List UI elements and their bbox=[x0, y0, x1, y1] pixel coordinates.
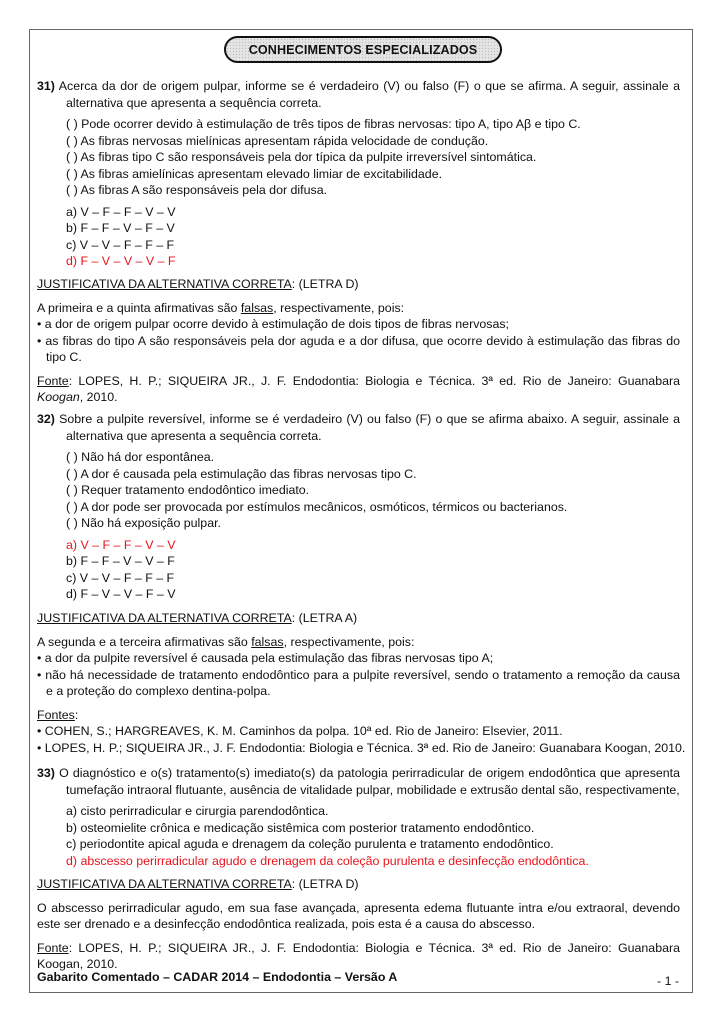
intro-text: A segunda e a terceira afirmativas são bbox=[37, 634, 252, 649]
question-prompt-cont: alternativa que apresenta a sequência correta. bbox=[66, 428, 322, 443]
bullet-item: • a dor de origem pulpar ocorre devido à estimulação de dois tipos de fibras nervosas; bbox=[37, 317, 509, 331]
source-text: : LOPES, H. P.; SIQUEIRA JR., J. F. Endodontia: Biologia e Técnica. 3ª ed. Rio de Janeiro: Guanabara Koogan, 2010. bbox=[37, 940, 680, 971]
option-d-correct: d) abscesso perirradicular agudo e drenagem da coleção purulenta e desinfecção endodôntica. bbox=[66, 853, 589, 868]
option-c: c) periodontite apical aguda e drenagem da coleção purulenta e tratamento endodôntico. bbox=[66, 837, 554, 851]
source-text: : LOPES, H. P.; SIQUEIRA JR., J. F. Endodontia: Biologia e Técnica. 3ª ed. Rio de Janeiro: Guanabara bbox=[68, 373, 680, 388]
source-end: , 2010. bbox=[79, 390, 118, 404]
question-number: 32) bbox=[37, 412, 55, 426]
statement: ( ) Não há exposição pulpar. bbox=[66, 516, 221, 530]
question-prompt-cont: tumefação intraoral flutuante, ausência de vitalidade pulpar, mobilidade e extrusão dental são, respectivamente, bbox=[66, 782, 680, 797]
source-italic: Koogan bbox=[37, 390, 80, 404]
sources-label: Fontes bbox=[37, 707, 75, 722]
statement: ( ) A dor pode ser provocada por estímulos mecânicos, osmóticos, térmicos ou bacterianos. bbox=[66, 499, 568, 514]
question-33 bbox=[37, 765, 680, 869]
question-number: 31) bbox=[37, 79, 55, 93]
justification-32 bbox=[37, 610, 686, 756]
statement: ( ) Pode ocorrer devido à estimulação de três tipos de fibras nervosas: tipo A, tipo Aβ e tipo C. bbox=[66, 117, 581, 131]
statement: ( ) A dor é causada pela estimulação das fibras nervosas tipo C. bbox=[66, 466, 417, 481]
bullet-item: • a dor da pulpite reversível é causada pela estimulação das fibras nervosas tipo A; bbox=[37, 651, 494, 665]
bullet-item: • as fibras do tipo A são responsáveis pela dor aguda e a dor difusa, que ocorre devido à estimulação das fibras do tipo C. bbox=[37, 333, 680, 364]
section-title: CONHECIMENTOS ESPECIALIZADOS bbox=[248, 42, 478, 57]
justification-label: JUSTIFICATIVA DA ALTERNATIVA CORRETA bbox=[37, 611, 292, 625]
option-c: c) V – V – F – F – F bbox=[66, 570, 175, 585]
question-32 bbox=[37, 411, 680, 603]
sources-colon: : bbox=[74, 707, 79, 722]
justification-letter: : (LETRA A) bbox=[291, 611, 358, 625]
section-header bbox=[224, 36, 502, 63]
source-item: • LOPES, H. P.; SIQUEIRA JR., J. F. Endodontia: Biologia e Técnica. 3ª ed. Rio de Janeiro: Guanabara Koogan, 2010. bbox=[37, 740, 686, 755]
statement: ( ) Não há dor espontânea. bbox=[66, 450, 215, 464]
intro-underlined: falsas bbox=[240, 300, 274, 315]
intro-text-end: , respectivamente, pois: bbox=[273, 300, 405, 315]
justification-33 bbox=[37, 876, 680, 973]
question-prompt: Sobre a pulpite reversível, informe se é verdadeiro (V) ou falso (F) o que se afirma abaixo. A seguir, assinale a bbox=[59, 412, 680, 426]
statement: ( ) Requer tratamento endodôntico imediato. bbox=[66, 483, 310, 497]
option-c: c) V – V – F – F – F bbox=[66, 237, 175, 252]
question-prompt: Acerca da dor de origem pulpar, informe se é verdadeiro (V) ou falso (F) o que se afirma. A seguir, assinale a bbox=[58, 79, 680, 93]
page-number: - 1 - bbox=[657, 974, 680, 988]
intro-text: A primeira e a quinta afirmativas são bbox=[37, 300, 241, 315]
source-label: Fonte bbox=[37, 940, 69, 955]
option-a: a) cisto perirradicular e cirurgia parendodôntica. bbox=[66, 804, 329, 818]
statement: ( ) As fibras nervosas mielínicas apresentam rápida velocidade de condução. bbox=[66, 133, 489, 148]
justification-letter: : (LETRA D) bbox=[291, 277, 359, 291]
option-a-correct: a) V – F – F – V – V bbox=[66, 537, 176, 552]
intro-text-end: , respectivamente, pois: bbox=[283, 634, 415, 649]
question-number: 33) bbox=[37, 766, 55, 780]
option-a: a) V – F – F – V – V bbox=[66, 204, 176, 219]
statement: ( ) As fibras tipo C são responsáveis pela dor típica da pulpite irreversível sintomática. bbox=[66, 150, 537, 164]
question-31 bbox=[37, 78, 680, 270]
justification-letter: : (LETRA D) bbox=[291, 877, 359, 891]
option-d: d) F – V – V – F – V bbox=[66, 587, 176, 601]
option-b: b) osteomielite crônica e medicação sistêmica com posterior tratamento endodôntico. bbox=[66, 820, 535, 835]
justification-label: JUSTIFICATIVA DA ALTERNATIVA CORRETA bbox=[37, 877, 292, 891]
justification-label: JUSTIFICATIVA DA ALTERNATIVA CORRETA bbox=[37, 277, 292, 291]
footer-title: Gabarito Comentado – CADAR 2014 – Endodontia – Versão A bbox=[37, 970, 398, 984]
source-item: • COHEN, S.; HARGREAVES, K. M. Caminhos da polpa. 10ª ed. Rio de Janeiro: Elsevier, 2011. bbox=[37, 724, 563, 738]
statement: ( ) As fibras A são responsáveis pela dor difusa. bbox=[66, 183, 328, 197]
question-prompt-cont: alternativa que apresenta a sequência correta. bbox=[66, 95, 322, 110]
question-prompt: O diagnóstico e o(s) tratamento(s) imediato(s) da patologia perirradicular de origem endodôntica que apresenta bbox=[59, 766, 681, 780]
statement: ( ) As fibras amielínicas apresentam elevado limiar de excitabilidade. bbox=[66, 166, 443, 181]
bullet-item: • não há necessidade de tratamento endodôntico para a pulpite reversível, sendo o tratamento a remoção da causa e a proteção do complexo dentina-polpa. bbox=[37, 667, 680, 698]
intro-underlined: falsas bbox=[251, 634, 284, 649]
explanation-text: O abscesso perirradicular agudo, em sua fase avançada, apresenta edema flutuante intra e/ou extraoral, devendo este ser drenado e a desinfecção endodôntica realizada, pois esta é a causa do abscesso. bbox=[37, 900, 680, 931]
option-b: b) F – F – V – V – F bbox=[66, 554, 175, 568]
option-b: b) F – F – V – F – V bbox=[66, 221, 175, 235]
justification-31 bbox=[37, 276, 680, 406]
source-label: Fonte bbox=[37, 373, 69, 388]
option-d-correct: d) F – V – V – V – F bbox=[66, 254, 176, 268]
